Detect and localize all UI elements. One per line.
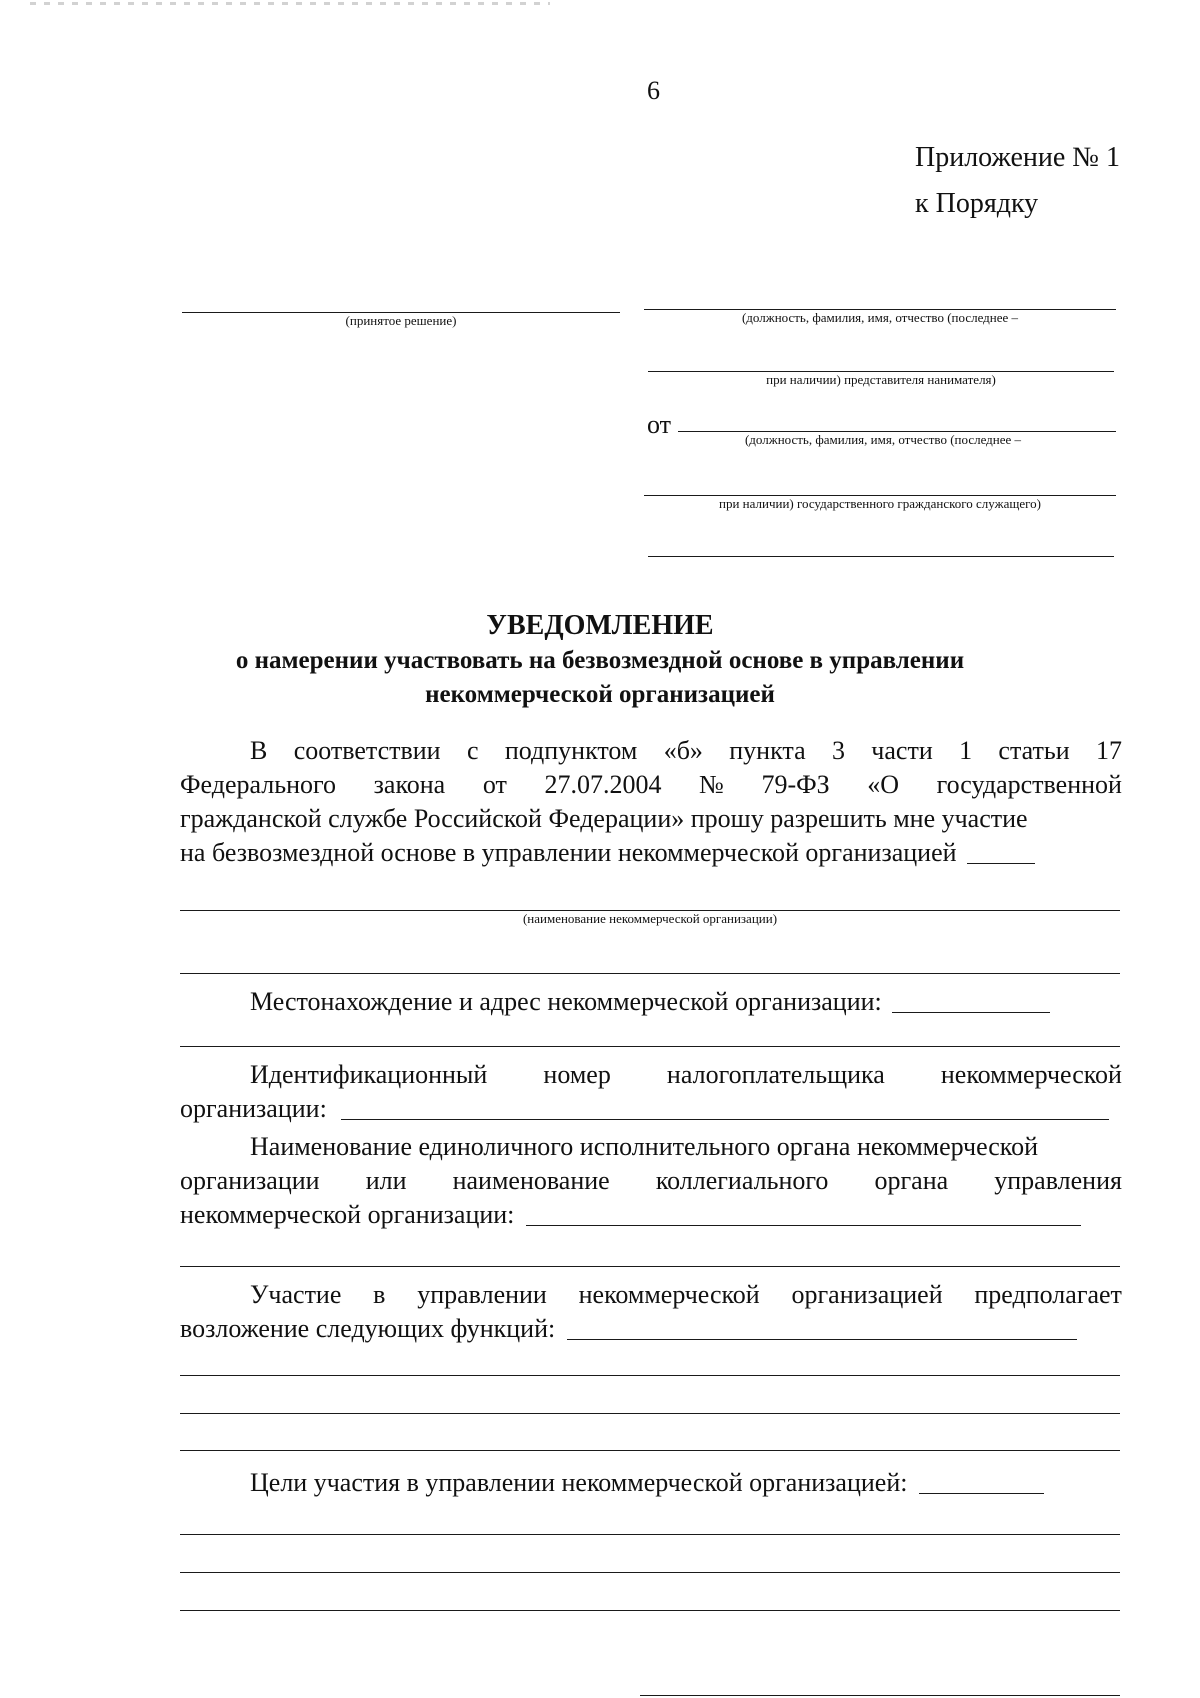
body-name-line-3 <box>180 1198 1122 1232</box>
inn-block <box>180 1058 1122 1126</box>
document-subtitle-2: некоммерческой организацией <box>425 681 775 708</box>
decision-caption: (принятое решение) <box>345 313 457 328</box>
inn-field[interactable] <box>341 1119 1109 1120</box>
body-name-line-1-text: Наименование единоличного исполнительного органа некоммерческой <box>250 1132 1039 1161</box>
functions-line-1-word: некоммерческой <box>578 1280 760 1309</box>
body-name-line-2-word: управления <box>994 1166 1122 1195</box>
intro-line-2-word: № <box>699 770 724 799</box>
intro-line-2-word: Федерального <box>180 770 337 799</box>
inn-line-1-word: номер <box>543 1060 611 1089</box>
org-name-caption: (наименование некоммерческой организации) <box>522 911 778 926</box>
location-row <box>250 985 1050 1019</box>
body-name-field[interactable] <box>526 1225 1081 1226</box>
intro-line-1-word: 3 <box>831 736 845 765</box>
intro-line-1-word: 17 <box>1096 736 1122 765</box>
location-label: Местонахождение и адрес некоммерческой организации: <box>250 987 882 1016</box>
to-caption-2: при наличии) представителя нанимателя) <box>766 372 996 387</box>
from-caption-2: при наличии) государственного гражданского служащего) <box>719 496 1041 511</box>
functions-field-line-3[interactable] <box>180 1450 1120 1451</box>
intro-line-1-word: В <box>250 736 268 765</box>
intro-line-4 <box>180 836 1122 870</box>
goals-label: Цели участия в управлении некоммерческой организацией: <box>250 1468 908 1497</box>
functions-field-line-1[interactable] <box>180 1375 1120 1376</box>
to-caption-1: (должность, фамилия, имя, отчество (последнее – <box>741 310 1019 325</box>
goals-field-line-1[interactable] <box>180 1534 1120 1535</box>
intro-line-2 <box>180 768 1122 802</box>
org-name-inline-field[interactable] <box>967 863 1035 864</box>
intro-line-1-word: статьи <box>998 736 1070 765</box>
inn-line-1-word: налогоплательщика <box>666 1060 885 1089</box>
body-name-line-2-word: коллегиального <box>655 1166 829 1195</box>
location-inline-field[interactable] <box>892 1012 1050 1013</box>
goals-field-line-2[interactable] <box>180 1572 1120 1573</box>
intro-line-1-word: 1 <box>959 736 973 765</box>
inn-line-1-word: некоммерческой <box>940 1060 1122 1089</box>
body-name-line-2-word: организации <box>180 1166 320 1195</box>
functions-line-1-word: в <box>373 1280 386 1309</box>
intro-line-1-word: пункта <box>729 736 806 765</box>
inn-line-1 <box>180 1058 1122 1092</box>
body-name-field-line[interactable] <box>180 1266 1120 1267</box>
document-subtitle-1: о намерении участвовать на безвозмездной основе в управлении <box>235 647 965 674</box>
functions-label: возложение следующих функций: <box>180 1314 556 1343</box>
functions-block <box>180 1278 1122 1346</box>
inn-line-1-word: Идентификационный <box>250 1060 488 1089</box>
intro-line-1-word: с <box>466 736 479 765</box>
body-name-block <box>180 1130 1122 1232</box>
inn-line-2 <box>180 1092 1122 1126</box>
appendix-title: Приложение № 1 <box>915 142 1120 173</box>
intro-line-1-word: части <box>871 736 933 765</box>
functions-line-1-word: Участие <box>250 1280 342 1309</box>
functions-line-1-word: организацией <box>791 1280 943 1309</box>
location-field-line[interactable] <box>180 1046 1120 1047</box>
body-name-line-2-word: наименование <box>452 1166 610 1195</box>
scan-edge-line <box>640 1695 1120 1696</box>
functions-line-1 <box>180 1278 1122 1312</box>
from-caption-1: (должность, фамилия, имя, отчество (последнее – <box>744 432 1022 447</box>
intro-line-3: гражданской службе Российской Федерации» прошу разрешить мне участие <box>180 804 1028 833</box>
goals-row <box>250 1466 1044 1500</box>
appendix-subtitle: к Порядку <box>915 188 1039 219</box>
from-field-line-3[interactable] <box>648 556 1114 557</box>
body-name-line-2 <box>180 1164 1122 1198</box>
functions-line-1-word: управлении <box>417 1280 547 1309</box>
scan-artifact <box>30 2 550 5</box>
org-name-field-line-2[interactable] <box>180 973 1120 974</box>
functions-field[interactable] <box>567 1339 1077 1340</box>
intro-line-2-word: государственной <box>936 770 1122 799</box>
document-title: УВЕДОМЛЕНИЕ <box>486 610 714 641</box>
intro-paragraph <box>180 734 1122 870</box>
intro-line-2-word: от <box>482 770 507 799</box>
intro-line-4-text: на безвозмездной основе в управлении некоммерческой организацией <box>180 838 957 867</box>
inn-label: организации: <box>180 1094 327 1123</box>
intro-line-2-word: 27.07.2004 <box>544 770 662 799</box>
intro-line-2-word: 79-ФЗ <box>761 770 830 799</box>
intro-line-1-word: «б» <box>663 736 703 765</box>
functions-line-2 <box>180 1312 1122 1346</box>
intro-line-1-word: подпунктом <box>504 736 638 765</box>
from-label: от <box>647 410 672 439</box>
functions-line-1-word: предполагает <box>974 1280 1122 1309</box>
functions-field-line-2[interactable] <box>180 1413 1120 1414</box>
intro-line-2-word: закона <box>373 770 446 799</box>
intro-line-2-word: «О <box>867 770 900 799</box>
page-number: 6 <box>647 76 660 105</box>
goals-inline-field[interactable] <box>919 1493 1044 1494</box>
intro-line-1-word: соответствии <box>293 736 441 765</box>
body-name-line-2-word: органа <box>874 1166 949 1195</box>
body-name-line-1 <box>180 1130 1122 1164</box>
body-name-line-2-word: или <box>365 1166 407 1195</box>
goals-field-line-3[interactable] <box>180 1610 1120 1611</box>
body-name-label: некоммерческой организации: <box>180 1200 515 1229</box>
intro-line-1 <box>180 734 1122 768</box>
